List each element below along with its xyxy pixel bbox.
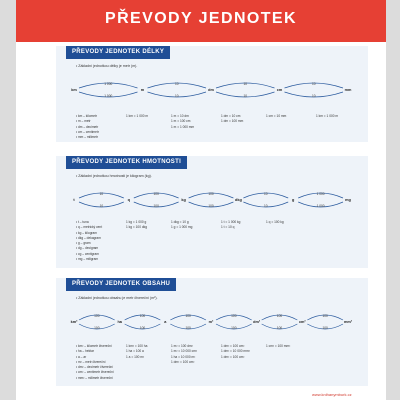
- length-unit-label: dm: [208, 87, 214, 92]
- area-unit-label: cm²: [298, 319, 306, 324]
- area-factor-top: 100: [139, 314, 146, 318]
- length-column: [316, 114, 338, 119]
- length-fact-line: 1 cm = 10 mm: [266, 114, 287, 118]
- worksheet-page: [16, 0, 386, 400]
- length-fact-line: 1 dm = 10 cm: [221, 114, 241, 118]
- mass-column: [171, 220, 192, 231]
- area-fact-line: • km² – kilometr čtvereční: [76, 344, 112, 348]
- mass-unit-label: t: [73, 197, 75, 202]
- mass-fact-line: • dkg – dekagram: [76, 235, 101, 240]
- mass-fact-line: • q – metrický cent: [76, 225, 103, 230]
- area-unit-label: m²: [208, 319, 214, 324]
- mass-factor-bottom: 100: [153, 204, 159, 208]
- area-section: [56, 278, 368, 386]
- area-intro: • Základní jednotkou obsahu je metr čtvereční (m²).: [76, 296, 158, 300]
- mass-factor-top: 100: [153, 192, 159, 196]
- area-column: [221, 344, 250, 360]
- length-conversion-chain: [66, 79, 356, 101]
- length-factor-top: 1 000: [104, 82, 113, 86]
- length-factor-bottom: 10: [174, 94, 179, 98]
- mass-factor-top: 10: [99, 192, 104, 196]
- length-unit-label: mm: [344, 87, 352, 92]
- area-conversion-chain: [66, 311, 356, 333]
- mass-fact-line: • t – tuna: [76, 220, 89, 224]
- mass-factor-bottom: 10: [99, 204, 104, 208]
- mass-factor-bottom: 10: [264, 204, 268, 208]
- mass-factor-bottom: 100: [208, 204, 214, 208]
- area-column: [266, 344, 290, 349]
- mass-column: [126, 220, 147, 231]
- length-column: [76, 114, 99, 140]
- area-unit-label: mm²: [343, 319, 353, 324]
- mass-unit-label: kg: [181, 197, 186, 202]
- mass-fact-line: 1 g = 1 000 mg: [171, 225, 193, 230]
- length-factor-top: 10: [311, 82, 316, 86]
- area-fact-line: 1 dm² = 100 cm²: [221, 354, 245, 359]
- area-factor-bottom: 100: [231, 326, 237, 330]
- mass-unit-label: dkg: [235, 197, 242, 202]
- length-fact-line: • dm – decimetr: [76, 124, 99, 129]
- mass-fact-line: 1 kg = 100 dkg: [126, 225, 148, 230]
- area-factor-bottom: 100: [185, 326, 191, 330]
- area-fact-line: • ha – hektar: [76, 349, 94, 354]
- area-factor-top: 100: [94, 314, 100, 318]
- area-fact-line: 1 m² = 10 000 cm²: [171, 349, 197, 354]
- area-fact-line: 1 dm² = 10 000 mm²: [221, 349, 250, 354]
- length-fact-line: 1 km = 1 000 m: [316, 114, 339, 118]
- length-fact-line: • m – metr: [76, 119, 91, 124]
- mass-factor-top: 10: [264, 192, 268, 196]
- mass-column: [266, 220, 284, 225]
- area-fact-line: • cm² – centimetr čtvereční: [76, 370, 114, 375]
- length-column: [266, 114, 286, 119]
- length-fact-line: • cm – centimetr: [76, 129, 99, 134]
- area-fact-line: • a – ar: [76, 354, 87, 359]
- length-unit-label: m: [140, 87, 145, 92]
- area-unit-label: ha: [117, 319, 122, 324]
- mass-fact-line: 1 dkg = 10 g: [171, 220, 189, 224]
- mass-fact-line: 1 kg = 1 000 g: [126, 220, 147, 224]
- area-column: [171, 344, 197, 365]
- area-fact-line: 1 ha = 100 a: [126, 349, 144, 354]
- area-factor-top: 100: [322, 314, 328, 318]
- area-factor-bottom: 100: [276, 326, 283, 330]
- area-fact-line: • dm² – decimetr čtvereční: [76, 365, 114, 370]
- length-unit-label: cm: [276, 87, 283, 92]
- length-unit-label: km: [71, 87, 77, 92]
- area-fact-line: 1 km² = 100 ha: [126, 344, 148, 348]
- mass-section-header: PŘEVODY JEDNOTEK HMOTNOSTI: [66, 156, 187, 169]
- area-fact-line: 1 cm² = 100 mm²: [266, 344, 291, 348]
- length-column: [126, 114, 148, 119]
- mass-column: [221, 220, 240, 231]
- mass-factor-top: 1 000: [316, 192, 325, 196]
- area-factor-top: 100: [185, 314, 191, 318]
- area-column: [126, 344, 147, 360]
- length-fact-line: 1 dm = 100 mm: [221, 119, 244, 124]
- area-fact-line: 1 dm² = 100 cm²: [221, 344, 245, 348]
- length-fact-line: • km – kilometr: [76, 114, 97, 118]
- area-fact-line: 1 ha = 10 000 m²: [171, 354, 196, 359]
- length-column: [221, 114, 243, 125]
- mass-fact-line: • g – gram: [76, 241, 91, 246]
- length-fact-line: 1 m = 100 cm: [171, 119, 191, 124]
- area-factor-bottom: 100: [94, 326, 100, 330]
- mass-fact-line: 1 q = 100 kg: [266, 220, 284, 224]
- area-unit-label: a: [164, 319, 167, 324]
- area-section-header: PŘEVODY JEDNOTEK OBSAHU: [66, 278, 176, 291]
- length-fact-line: • mm – milimetr: [76, 135, 99, 140]
- mass-unit-label: q: [127, 197, 130, 202]
- length-factor-top: 10: [174, 82, 179, 86]
- length-intro: • Základní jednotkou délky je metr (m).: [76, 64, 138, 68]
- mass-factor-top: 100: [208, 192, 214, 196]
- mass-fact-line: • dg – decigram: [76, 246, 99, 251]
- mass-conversion-chain: [66, 189, 356, 211]
- length-factor-top: 10: [243, 82, 248, 86]
- page-title: PŘEVODY JEDNOTEK: [105, 10, 297, 27]
- area-fact-line: • mm² – milimetr čtvereční: [76, 375, 113, 380]
- length-section: [56, 46, 368, 142]
- mass-factor-bottom: 1 000: [316, 204, 325, 208]
- length-fact-line: 1 m = 1 000 mm: [171, 124, 195, 129]
- mass-section: [56, 156, 368, 268]
- footer-url: www.knihanymburk.cz: [312, 392, 352, 397]
- length-section-header: PŘEVODY JEDNOTEK DÉLKY: [66, 46, 170, 59]
- area-fact-line: 1 dm² = 100 cm²: [171, 359, 195, 364]
- area-factor-bottom: 100: [322, 326, 328, 330]
- length-factor-bottom: 10: [311, 94, 316, 98]
- length-factor-bottom: 1 000: [104, 94, 113, 98]
- area-fact-line: • m² – metr čtvereční: [76, 359, 106, 364]
- area-unit-label: dm²: [253, 319, 261, 324]
- area-fact-line: 1 m² = 100 dm²: [171, 344, 193, 348]
- area-column: [76, 344, 114, 381]
- length-column: [171, 114, 194, 130]
- title-banner: [16, 0, 386, 42]
- length-factor-bottom: 10: [243, 94, 248, 98]
- area-factor-top: 100: [276, 314, 283, 318]
- length-fact-line: 1 km = 1 000 m: [126, 114, 149, 118]
- area-fact-line: 1 a = 100 m²: [126, 354, 144, 359]
- mass-column: [76, 220, 102, 262]
- mass-fact-line: • cg – centigram: [76, 251, 99, 256]
- mass-fact-line: 1 t = 10 q: [221, 225, 235, 230]
- area-factor-bottom: 100: [139, 326, 146, 330]
- mass-fact-line: • kg – kilogram: [76, 230, 97, 235]
- mass-fact-line: • mg – miligram: [76, 257, 99, 262]
- mass-fact-line: 1 t = 1 000 kg: [221, 220, 241, 224]
- mass-unit-label: g: [292, 197, 295, 202]
- length-fact-line: 1 m = 10 dm: [171, 114, 189, 118]
- area-factor-top: 100: [231, 314, 237, 318]
- area-unit-label: km²: [70, 319, 78, 324]
- mass-unit-label: mg: [345, 197, 351, 202]
- mass-intro: • Základní jednotkou hmotnosti je kilogram (kg).: [76, 174, 152, 178]
